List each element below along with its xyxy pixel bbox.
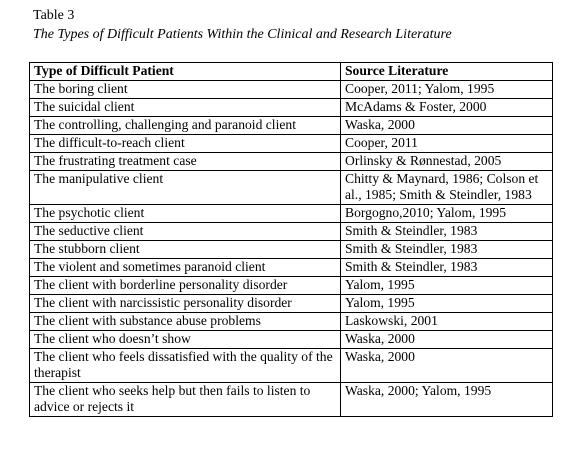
patient-type-cell: The frustrating treatment case xyxy=(30,153,341,171)
table-row xyxy=(30,135,553,153)
header-row xyxy=(30,63,553,81)
patient-type-cell: The client who seeks help but then fails to listen to advice or rejects it xyxy=(30,383,341,417)
table-header xyxy=(30,63,553,81)
source-literature-cell: Smith & Steindler, 1983 xyxy=(341,223,553,241)
table-row xyxy=(30,259,553,277)
source-literature-cell: Laskowski, 2001 xyxy=(341,313,553,331)
source-literature-cell: McAdams & Foster, 2000 xyxy=(341,99,553,117)
patient-type-cell: The client with substance abuse problems xyxy=(30,313,341,331)
source-literature-cell: Cooper, 2011; Yalom, 1995 xyxy=(341,81,553,99)
source-literature-cell: Waska, 2000; Yalom, 1995 xyxy=(341,383,553,417)
literature-table xyxy=(29,62,553,417)
patient-type-cell: The client who doesn’t show xyxy=(30,331,341,349)
table-row xyxy=(30,313,553,331)
table-row xyxy=(30,171,553,205)
source-literature-cell: Chitty & Maynard, 1986; Colson et al., 1985; Smith & Steindler, 1983 xyxy=(341,171,553,205)
table-row xyxy=(30,295,553,313)
patient-type-cell: The violent and sometimes paranoid client xyxy=(30,259,341,277)
table-row xyxy=(30,153,553,171)
table-row xyxy=(30,205,553,223)
table-title: The Types of Difficult Patients Within the Clinical and Research Literature xyxy=(33,27,452,42)
source-literature-cell: Waska, 2000 xyxy=(341,349,553,383)
patient-type-cell: The client with borderline personality disorder xyxy=(30,277,341,295)
patient-type-cell: The psychotic client xyxy=(30,205,341,223)
patient-type-cell: The client with narcissistic personality disorder xyxy=(30,295,341,313)
source-literature-cell: Borgogno,2010; Yalom, 1995 xyxy=(341,205,553,223)
table-row xyxy=(30,223,553,241)
table-row xyxy=(30,81,553,99)
table-row xyxy=(30,241,553,259)
table-row xyxy=(30,117,553,135)
source-literature-cell: Orlinsky & Rønnestad, 2005 xyxy=(341,153,553,171)
source-literature-cell: Smith & Steindler, 1983 xyxy=(341,241,553,259)
source-literature-cell: Waska, 2000 xyxy=(341,331,553,349)
table-body xyxy=(30,81,553,417)
patient-type-cell: The stubborn client xyxy=(30,241,341,259)
column-header-source: Source Literature xyxy=(341,63,553,81)
patient-type-cell: The controlling, challenging and paranoid client xyxy=(30,117,341,135)
source-literature-cell: Waska, 2000 xyxy=(341,117,553,135)
patient-type-cell: The boring client xyxy=(30,81,341,99)
table-row xyxy=(30,383,553,417)
table-row xyxy=(30,277,553,295)
patient-type-cell: The client who feels dissatisfied with the quality of the therapist xyxy=(30,349,341,383)
table-row xyxy=(30,331,553,349)
source-literature-cell: Yalom, 1995 xyxy=(341,277,553,295)
table-row xyxy=(30,99,553,117)
patient-type-cell: The manipulative client xyxy=(30,171,341,205)
patient-type-cell: The seductive client xyxy=(30,223,341,241)
table-row xyxy=(30,349,553,383)
column-header-type: Type of Difficult Patient xyxy=(30,63,341,81)
source-literature-cell: Smith & Steindler, 1983 xyxy=(341,259,553,277)
patient-type-cell: The suicidal client xyxy=(30,99,341,117)
source-literature-cell: Cooper, 2011 xyxy=(341,135,553,153)
source-literature-cell: Yalom, 1995 xyxy=(341,295,553,313)
table-number: Table 3 xyxy=(33,8,75,23)
patient-type-cell: The difficult-to-reach client xyxy=(30,135,341,153)
